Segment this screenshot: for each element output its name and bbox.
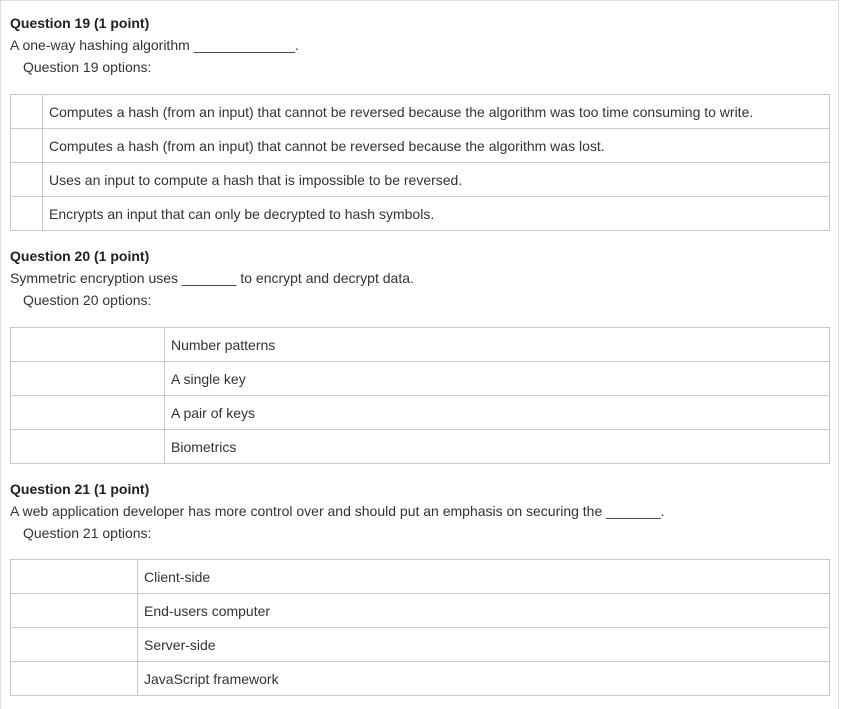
option-text[interactable]: Server-side: [138, 628, 830, 662]
options-table: [10, 94, 830, 231]
option-row[interactable]: [11, 396, 830, 430]
question-stem: A web application developer has more control over and should put an emphasis on securing the _______.: [10, 503, 665, 519]
options-label: Question 21 options:: [23, 525, 152, 541]
options-label: Question 19 options:: [23, 59, 152, 75]
options-label: Question 20 options:: [23, 292, 152, 308]
answer-cell[interactable]: [11, 628, 138, 662]
option-row[interactable]: [11, 328, 830, 362]
answer-cell[interactable]: [11, 129, 43, 163]
option-row[interactable]: [11, 362, 830, 396]
answer-cell[interactable]: [11, 430, 165, 464]
option-text[interactable]: Client-side: [138, 560, 830, 594]
option-text[interactable]: Computes a hash (from an input) that cannot be reversed because the algorithm was lost.: [43, 129, 830, 163]
question-stem: A one-way hashing algorithm _____________.: [10, 37, 299, 53]
question-20: [10, 245, 830, 455]
option-row[interactable]: [11, 197, 830, 231]
option-text[interactable]: Uses an input to compute a hash that is impossible to be reversed.: [43, 163, 830, 197]
option-row[interactable]: [11, 662, 830, 696]
question-stem: Symmetric encryption uses _______ to encrypt and decrypt data.: [10, 270, 414, 286]
answer-cell[interactable]: [11, 662, 138, 696]
options-table: [10, 327, 830, 464]
option-row[interactable]: [11, 163, 830, 197]
answer-cell[interactable]: [11, 396, 165, 430]
question-title: Question 21 (1 point): [10, 481, 150, 497]
option-row[interactable]: [11, 430, 830, 464]
option-row[interactable]: [11, 129, 830, 163]
option-text[interactable]: JavaScript framework: [138, 662, 830, 696]
answer-cell[interactable]: [11, 362, 165, 396]
question-19: [10, 12, 830, 222]
answer-cell[interactable]: [11, 163, 43, 197]
option-text[interactable]: Number patterns: [165, 328, 830, 362]
option-text[interactable]: Encrypts an input that can only be decrypted to hash symbols.: [43, 197, 830, 231]
question-title: Question 19 (1 point): [10, 15, 150, 31]
answer-cell[interactable]: [11, 95, 43, 129]
answer-cell[interactable]: [11, 328, 165, 362]
option-text[interactable]: Computes a hash (from an input) that cannot be reversed because the algorithm was too time consuming to write.: [43, 95, 830, 129]
answer-cell[interactable]: [11, 197, 43, 231]
option-row[interactable]: [11, 594, 830, 628]
option-text[interactable]: Biometrics: [165, 430, 830, 464]
option-text[interactable]: A pair of keys: [165, 396, 830, 430]
answer-cell[interactable]: [11, 560, 138, 594]
question-21: [10, 478, 830, 687]
option-text[interactable]: A single key: [165, 362, 830, 396]
answer-cell[interactable]: [11, 594, 138, 628]
option-text[interactable]: End-users computer: [138, 594, 830, 628]
option-row[interactable]: [11, 628, 830, 662]
option-row[interactable]: [11, 560, 830, 594]
question-title: Question 20 (1 point): [10, 248, 150, 264]
options-table: [10, 559, 830, 696]
option-row[interactable]: [11, 95, 830, 129]
